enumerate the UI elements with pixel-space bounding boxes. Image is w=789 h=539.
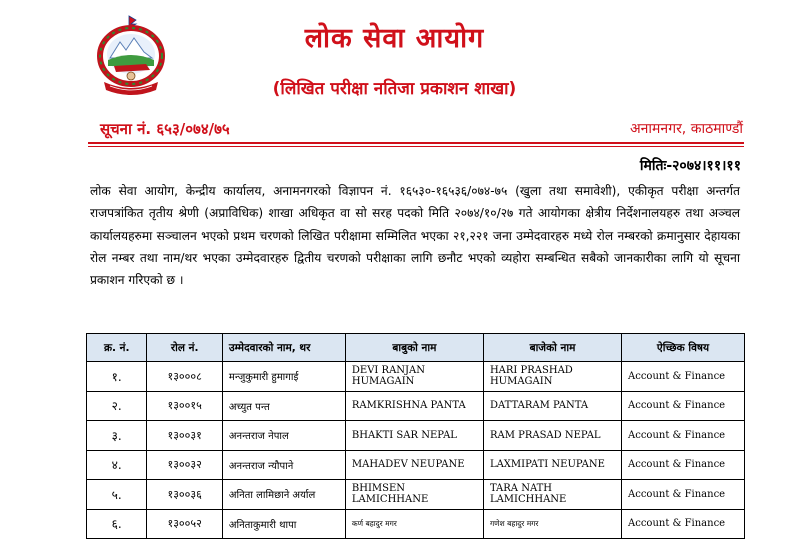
cell-roll: १३००३६ xyxy=(147,480,223,510)
cell-subject: Account & Finance xyxy=(622,391,745,421)
cell-grandfather-name: HARI PRASHAD HUMAGAIN xyxy=(483,362,621,392)
cell-roll: १३००३२ xyxy=(147,450,223,480)
notice-number: सूचना नं. ६५३/०७४/७५ xyxy=(100,120,230,138)
header-divider-thin xyxy=(88,146,744,147)
cell-father-name: DEVI RANJAN HUMAGAIN xyxy=(345,362,483,392)
cell-serial: ५. xyxy=(87,480,147,510)
cell-subject: Account & Finance xyxy=(622,421,745,451)
cell-subject: Account & Finance xyxy=(622,509,745,539)
notice-date: मितिः-२०७४।११।११ xyxy=(639,158,741,174)
cell-candidate-name: अनन्तराज नेपाल xyxy=(222,421,345,451)
column-header-roll: रोल नं. xyxy=(147,334,223,362)
cell-subject: Account & Finance xyxy=(622,450,745,480)
cell-serial: ६. xyxy=(87,509,147,539)
cell-grandfather-name: LAXMIPATI NEUPANE xyxy=(483,450,621,480)
table-row xyxy=(87,421,745,451)
cell-candidate-name: अच्युत पन्त xyxy=(222,391,345,421)
cell-roll: १३००५२ xyxy=(147,509,223,539)
results-table xyxy=(86,333,745,539)
table-header-row xyxy=(87,334,745,362)
cell-father-name: RAMKRISHNA PANTA xyxy=(345,391,483,421)
table-row xyxy=(87,509,745,539)
cell-roll: १३०००८ xyxy=(147,362,223,392)
notice-paragraph: लोक सेवा आयोग, केन्द्रीय कार्यालय, अनामनगरको विज्ञापन नं. १६५३०-१६५३६/०७४-७५ (खुला तथा समावेशी), एकीकृत परीक्षा अन्तर्गत राजपत्रांकित तृतीय श्रेणी (अप्राविधिक) शाखा अधिकृत वा सो सरह पदको मिति २०७४/१०/२७ गते आयोगका क्षेत्रीय निर्देशनालयहरु तथा अञ्चल कार्यालयहरुमा सञ्चालन भएको प्रथम चरणको लिखित परीक्षामा सम्मिलित भएका २१,२२१ जना उम्मेदवारहरु मध्ये रोल नम्बरको क्रमानुसार देहायका रोल नम्बर तथा नाम/थर भएका उम्मेदवारहरु द्वितीय चरणको परीक्षाका लागि छनौट भएको व्यहोरा सम्बन्धित सबैको जानकारीका लागि यो सूचना प्रकाशन गरिएको छ । xyxy=(90,184,740,288)
column-header-grandfather-name: बाजेको नाम xyxy=(483,334,621,362)
page-subtitle: (लिखित परीक्षा नतिजा प्रकाशन शाखा) xyxy=(272,79,517,99)
cell-roll: १३००३१ xyxy=(147,421,223,451)
table-row xyxy=(87,391,745,421)
cell-father-name: कर्ण बहादुर मगर xyxy=(345,509,483,539)
cell-father-name: BHAKTI SAR NEPAL xyxy=(345,421,483,451)
column-header-optional-subject: ऐच्छिक विषय xyxy=(622,334,745,362)
cell-subject: Account & Finance xyxy=(622,362,745,392)
cell-grandfather-name: DATTARAM PANTA xyxy=(483,391,621,421)
column-header-candidate-name: उम्मेदवारको नाम, थर xyxy=(222,334,345,362)
results-table-wrapper xyxy=(86,333,745,539)
page-title: लोक सेवा आयोग xyxy=(304,23,485,54)
cell-serial: १. xyxy=(87,362,147,392)
cell-father-name: MAHADEV NEUPANE xyxy=(345,450,483,480)
cell-candidate-name: अनन्तराज न्यौपाने xyxy=(222,450,345,480)
cell-grandfather-name: TARA NATH LAMICHHANE xyxy=(483,480,621,510)
cell-grandfather-name: गणेश बहादुर मगर xyxy=(483,509,621,539)
cell-subject: Account & Finance xyxy=(622,480,745,510)
cell-father-name: BHIMSEN LAMICHHANE xyxy=(345,480,483,510)
cell-grandfather-name: RAM PRASAD NEPAL xyxy=(483,421,621,451)
header-divider xyxy=(88,142,744,144)
cell-serial: ४. xyxy=(87,450,147,480)
cell-candidate-name: अनिताकुमारी थापा xyxy=(222,509,345,539)
table-row xyxy=(87,480,745,510)
column-header-serial: क्र. नं. xyxy=(87,334,147,362)
cell-serial: ३. xyxy=(87,421,147,451)
cell-serial: २. xyxy=(87,391,147,421)
cell-candidate-name: मन्जुकुमारी हुमागाई xyxy=(222,362,345,392)
office-location: अनामनगर, काठमाण्डौं xyxy=(629,121,743,137)
cell-candidate-name: अनिता लामिछाने अर्याल xyxy=(222,480,345,510)
cell-roll: १३००१५ xyxy=(147,391,223,421)
column-header-father-name: बाबुको नाम xyxy=(345,334,483,362)
table-row xyxy=(87,362,745,392)
table-row xyxy=(87,450,745,480)
